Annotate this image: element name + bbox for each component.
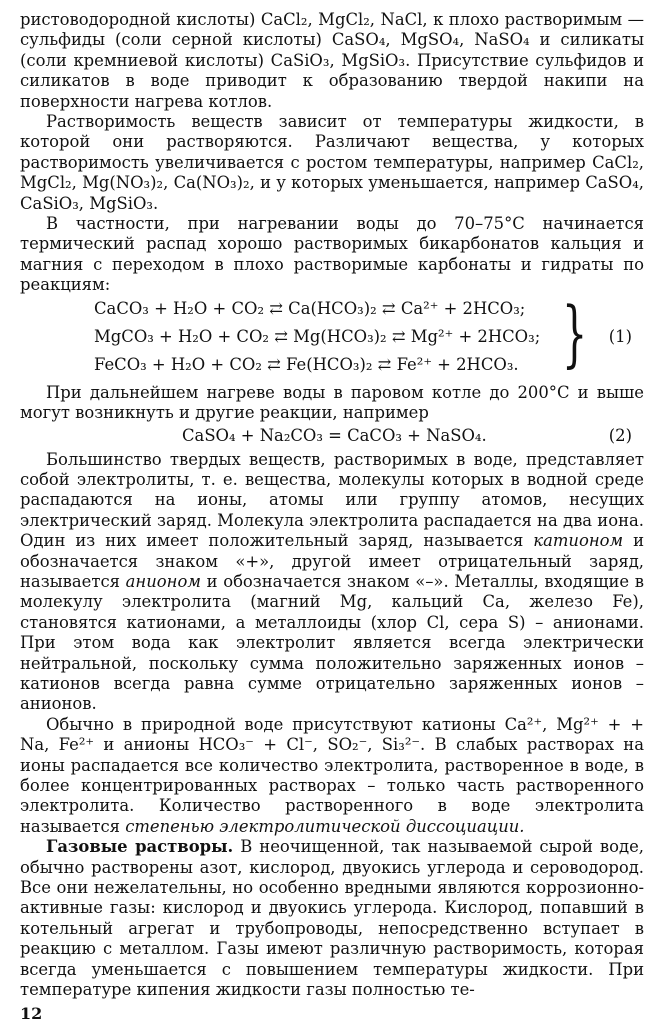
term-cation: катионом xyxy=(533,531,624,551)
paragraph-thermal-decomposition: В частности, при нагревании воды до 70–75°С начинается термический распад хорошо растворимых бикарбонатов кальция и магния с переходом в плохо растворимые карбонаты и гидраты по реакциям: xyxy=(20,214,644,295)
equation-2-text: CaSO₄ + Na₂CO₃ = CaCO₃ + NaSO₄. xyxy=(182,425,487,445)
equation-line-iron: FeCO₃ + H₂O + CO₂ ⇄ Fe(HCO₃)₂ ⇄ Fe²⁺ + 2HCO₃. xyxy=(94,354,519,374)
paragraph-temperature-dependence: Растворимость веществ зависит от температуры жидкости, в которой они растворяются. Различают вещества, у которых растворимость увеличивается с ростом температуры, например CaCl₂, MgCl₂, Mg(NO₃)₂, Ca(NO₃)₂, и у которых уменьшается, например CaSO₄, CaSiO₃, MgSiO₃. xyxy=(20,112,644,213)
equation-line-calcium: CaCO₃ + H₂O + CO₂ ⇄ Ca(HCO₃)₂ ⇄ Ca²⁺ + 2HCO₃; xyxy=(94,298,526,318)
equation-number-2: (2) xyxy=(608,425,632,445)
ions-text: Обычно в природной воде присутствуют катионы Ca²⁺, Mg²⁺ + + Na, Fe²⁺ и анионы HCO₃⁻ + Cl⁻, SO₂⁻, Si₃²⁻. В слабых растворах на ионы распадается все количество электролита, растворенное в воде, в более концентрированных растворах – только часть растворенного электролита. Количество растворенного в воде электролита называется xyxy=(20,714,644,836)
paragraph-gas-solutions xyxy=(20,837,644,1000)
paragraph-ions-natural-water xyxy=(20,715,644,837)
equation-2 xyxy=(20,424,644,448)
equation-line-magnesium: MgCO₃ + H₂O + CO₂ ⇄ Mg(HCO₃)₂ ⇄ Mg²⁺ + 2HCO₃; xyxy=(94,326,541,346)
term-dissociation-degree: степенью электролитической диссоциации. xyxy=(125,816,525,836)
gas-solutions-text: В неочищенной, так называемой сырой воде, обычно растворены азот, кислород, двуокись углерода и сероводород. Все они нежелательны, но особенно вредными являются коррозионно-активные газы: кислород и двуокись углерода. Кислород, попавший в котельный агрегат и трубопроводы, непосредственно вступает в реакцию с металлом. Газы имеют различную растворимость, которая всегда уменьшается с повышением температуры жидкости. При температуре кипения жидкости газы полностью те- xyxy=(20,837,645,1000)
page-number: 12 xyxy=(20,1004,43,1023)
electrolytes-text-b: и обозначается знаком «+», другой имеет отрицательный заряд, называется xyxy=(20,531,644,591)
section-heading-gas-solutions: Газовые растворы. xyxy=(46,837,234,857)
term-anion: анионом xyxy=(125,571,201,591)
electrolytes-text-c: и обозначается знаком «–». Металлы, входящие в молекулу электролита (магний Mg, кальций Ca, железо Fe), становятся катионами, а металлоиды (хлор Cl, сера S) – анионами. При этом вода как электролит является всегда электрически нейтральной, поскольку сумма положительно заряженных ионов – катионов всегда равна сумме отрицательно заряженных ионов – анионов. xyxy=(20,571,644,714)
electrolytes-text-a: Большинство твердых веществ, растворимых в воде, представляет собой электролиты, т. е. вещества, молекулы которых в водной среде распадаются на ионы, атомы или группу атомов, несущих электрический заряд. Молекула электролита распадается на два иона. Один из них имеет положительный заряд, называется xyxy=(20,449,644,551)
paragraph-further-heating: При дальнейшем нагреве воды в паровом котле до 200°С и выше могут возникнуть и другие реакции, например xyxy=(20,382,644,423)
paragraph-electrolytes xyxy=(20,450,644,715)
equation-system-1 xyxy=(20,290,644,381)
paragraph-salts-solubility: ристоводородной кислоты) CaCl₂, MgCl₂, NaCl, к плохо растворимым — сульфиды (соли серной кислоты) CaSO₄, MgSO₄, NaSO₄ и силикаты (соли кремниевой кислоты) CaSiO₃, MgSiO₃. Присутствие сульфидов и силикатов в воде приводит к образованию твердой накипи на поверхности нагрева котлов. xyxy=(20,10,644,111)
equation-number-1: (1) xyxy=(608,326,632,346)
right-brace-icon: } xyxy=(562,290,588,375)
